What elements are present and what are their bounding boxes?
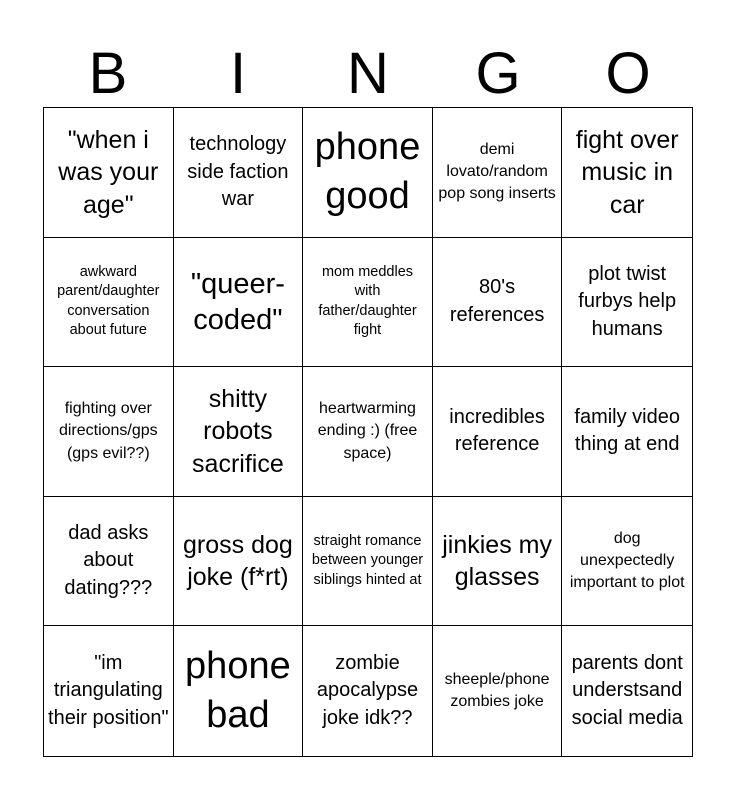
bingo-cell[interactable]: plot twist furbys help humans bbox=[562, 238, 692, 368]
bingo-cell[interactable]: dog unexpectedly important to plot bbox=[562, 497, 692, 627]
bingo-cell[interactable]: fight over music in car bbox=[562, 108, 692, 238]
bingo-cell[interactable]: demi lovato/random pop song inserts bbox=[433, 108, 563, 238]
bingo-cell[interactable]: "when i was your age" bbox=[44, 108, 174, 238]
bingo-cell[interactable]: shitty robots sacrifice bbox=[174, 367, 304, 497]
header-letter-n: N bbox=[347, 41, 389, 106]
header-letter-b: B bbox=[88, 41, 128, 106]
bingo-cell[interactable]: straight romance between younger siblings hinted at bbox=[303, 497, 433, 627]
bingo-cell[interactable]: awkward parent/daughter conversation about future bbox=[44, 238, 174, 368]
bingo-cell[interactable]: fighting over directions/gps (gps evil??) bbox=[44, 367, 174, 497]
bingo-cell[interactable]: incredibles reference bbox=[433, 367, 563, 497]
bingo-cell[interactable]: phone good bbox=[303, 108, 433, 238]
bingo-cell[interactable]: dad asks about dating??? bbox=[44, 497, 174, 627]
bingo-cell[interactable]: parents dont understsand social media bbox=[571, 651, 683, 729]
bingo-cell[interactable]: 80's references bbox=[433, 238, 563, 368]
bingo-cell[interactable]: "im triangulating their position" bbox=[44, 626, 174, 756]
bingo-cell[interactable]: heartwarming ending :) (free space) bbox=[303, 367, 433, 497]
bingo-cell[interactable]: technology side faction war bbox=[174, 108, 304, 238]
header-letter-o: O bbox=[605, 41, 651, 106]
bingo-cell[interactable]: zombie apocalypse joke idk?? bbox=[303, 626, 433, 756]
header-letter-g: G bbox=[475, 41, 521, 106]
header-letter-i: I bbox=[229, 41, 247, 106]
bingo-cell[interactable]: gross dog joke (f*rt) bbox=[174, 497, 304, 627]
bingo-board bbox=[43, 107, 693, 757]
bingo-cell[interactable]: family video thing at end bbox=[562, 367, 692, 497]
bingo-cell[interactable]: jinkies my glasses bbox=[433, 497, 563, 627]
bingo-cell[interactable]: mom meddles with father/daughter fight bbox=[303, 238, 433, 368]
bingo-cell[interactable]: sheeple/phone zombies joke bbox=[433, 626, 563, 756]
bingo-cell[interactable]: phone bad bbox=[174, 626, 304, 756]
bingo-header bbox=[43, 40, 693, 108]
bingo-cell[interactable]: "queer-coded" bbox=[174, 238, 304, 368]
